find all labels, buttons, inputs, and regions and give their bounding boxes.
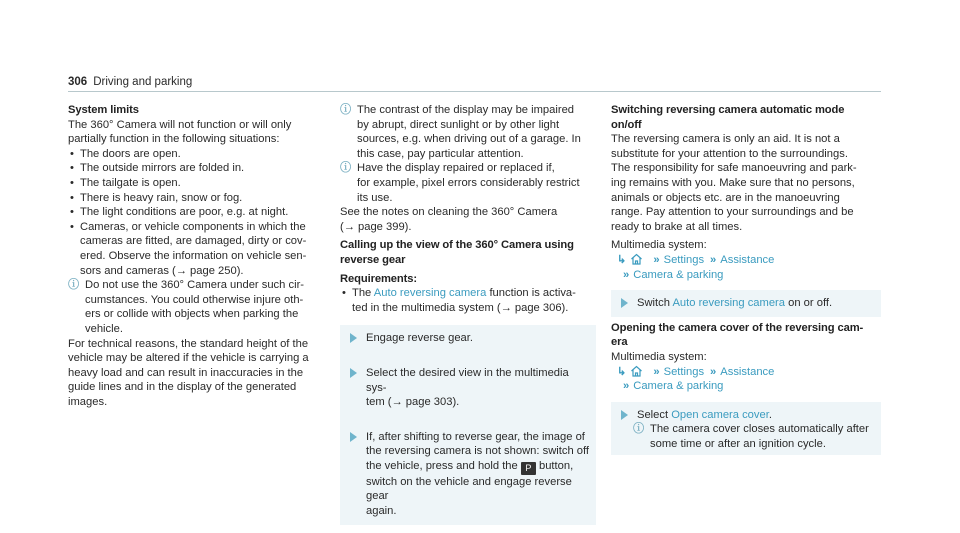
auto-reversing-camera-option[interactable]: Auto reversing camera xyxy=(672,297,786,310)
step-arrow-icon xyxy=(350,333,357,343)
step-arrow-icon xyxy=(350,432,357,442)
menu-path xyxy=(611,365,881,394)
chevron-right-icon: » xyxy=(710,365,717,378)
chevron-right-icon: » xyxy=(653,365,660,378)
note-block: ⓘ Do not use the 360° Camera under such cir- cumstances. You could otherwise injure oth- ers or collide with objects when parking the vehicle. xyxy=(68,279,305,335)
multimedia-label: Multimedia system: xyxy=(611,239,707,252)
return-arrow-icon: ↳ xyxy=(617,365,627,378)
note-block: ⓘ The camera cover closes automatically after some time or after an ignition cycle. xyxy=(633,423,869,450)
page-number: 306 xyxy=(68,76,88,88)
page-reference-link[interactable]: (→ page 399). xyxy=(340,220,412,233)
home-icon xyxy=(630,253,643,265)
note-icon: ⓘ xyxy=(633,423,645,436)
parking-camera-button-icon: P xyxy=(521,462,536,475)
page-header xyxy=(68,75,192,90)
chevron-right-icon: » xyxy=(653,253,660,266)
automatic-mode-heading: Switching reversing camera automatic mode on/off xyxy=(611,104,845,131)
list-item: • The light conditions are poor, e.g. at night. xyxy=(68,205,330,220)
intro-line: The 360° Camera will not function or will only xyxy=(68,118,292,131)
open-camera-cover-option[interactable]: Open camera cover xyxy=(671,408,769,421)
list-item: • The Auto reversing camera function is activa- ted in the multimedia system (→ page 306). xyxy=(340,286,596,315)
auto-reversing-camera-link[interactable]: Auto reversing camera xyxy=(373,287,487,300)
reverse-gear-heading: Calling up the view of the 360° Camera using reverse gear xyxy=(340,239,574,266)
header-rule xyxy=(68,91,881,92)
page-reference-link[interactable]: sors and cameras (→ page 250). xyxy=(80,264,244,277)
settings-menu-item[interactable]: Settings xyxy=(663,365,705,378)
step-engage-reverse: Engage reverse gear. xyxy=(340,325,596,352)
step-select-view: Select the desired view in the multimedia sys- tem (→ page 303). xyxy=(340,360,596,416)
column-3 xyxy=(611,103,881,455)
note-block: ⓘ Have the display repaired or replaced if, for example, pixel errors considerably restrict its use. xyxy=(340,162,580,204)
open-cover-heading: Opening the camera cover of the reversing cam- era xyxy=(611,321,864,349)
requirements-list xyxy=(340,286,596,315)
return-arrow-icon: ↳ xyxy=(617,253,627,266)
list-item: • Cameras, or vehicle components in which the cameras are fitted, are damaged, dirty or cov- ered. Observe the information on vehicle sen- sors and cameras (→ page 250). xyxy=(68,220,330,278)
multimedia-label: Multimedia system: xyxy=(611,350,707,363)
list-item: • The doors are open. xyxy=(68,147,330,162)
column-1 xyxy=(68,103,330,409)
step-arrow-icon xyxy=(350,368,357,378)
step-switch-auto: Switch Auto reversing camera on or off. xyxy=(611,290,881,317)
technical-paragraph: For technical reasons, the standard height of the vehicle may be altered if the vehicle is carrying a heavy load and can result in inaccuracies in the guide lines and in the display of the generated images. xyxy=(68,337,309,408)
list-item: • The outside mirrors are folded in. xyxy=(68,161,330,176)
column-2 xyxy=(340,103,596,525)
limits-list xyxy=(68,147,330,278)
section-title: Driving and parking xyxy=(93,76,193,88)
step-arrow-icon xyxy=(621,298,628,308)
requirements-label: Requirements: xyxy=(340,272,418,285)
chevron-right-icon: » xyxy=(710,253,717,266)
chevron-right-icon: » xyxy=(623,380,630,393)
system-limits-intro xyxy=(68,118,330,147)
menu-path xyxy=(611,253,881,282)
camera-parking-menu-item[interactable]: Camera & parking xyxy=(633,380,724,393)
list-item: • There is heavy rain, snow or fog. xyxy=(68,191,330,206)
note-icon: ⓘ xyxy=(68,279,80,292)
aid-paragraph: The reversing camera is only an aid. It is not a substitute for your attention to the surroundings. The responsibility for safe manoeuvring and park- ing remains with you. Make sure that no persons, animals or objects etc. are in the manoeuvring range. Pay attention to your surroundings and be ready to brake at all times. xyxy=(611,133,857,233)
cleaning-reference: See the notes on cleaning the 360° Camera (→ page 399). xyxy=(340,205,596,234)
note-block: ⓘ The contrast of the display may be impaired by abrupt, direct sunlight or by other light sources, e.g. when driving out of a garage. In this case, pay particular attention. xyxy=(340,104,581,160)
chevron-right-icon: » xyxy=(623,268,630,281)
assistance-menu-item[interactable]: Assistance xyxy=(720,253,775,266)
step-open-cover: Select Open camera cover. ⓘ The camera cover closes automatically after some time or after an ignition cycle. xyxy=(611,402,881,456)
home-icon xyxy=(630,365,643,377)
assistance-menu-item[interactable]: Assistance xyxy=(720,365,775,378)
intro-line: partially function in the following situations: xyxy=(68,133,280,146)
camera-parking-menu-item[interactable]: Camera & parking xyxy=(633,268,724,281)
note-icon: ⓘ xyxy=(340,162,352,175)
step-image-not-shown: If, after shifting to reverse gear, the image of the reversing camera is not shown: switch off the vehicle, press and hold the P button, switch on the vehicle and engage reverse gear again. xyxy=(340,424,596,525)
step-arrow-icon xyxy=(621,410,628,420)
note-icon: ⓘ xyxy=(340,104,352,116)
settings-menu-item[interactable]: Settings xyxy=(663,253,705,266)
list-item: • The tailgate is open. xyxy=(68,176,330,191)
system-limits-heading: System limits xyxy=(68,104,139,116)
